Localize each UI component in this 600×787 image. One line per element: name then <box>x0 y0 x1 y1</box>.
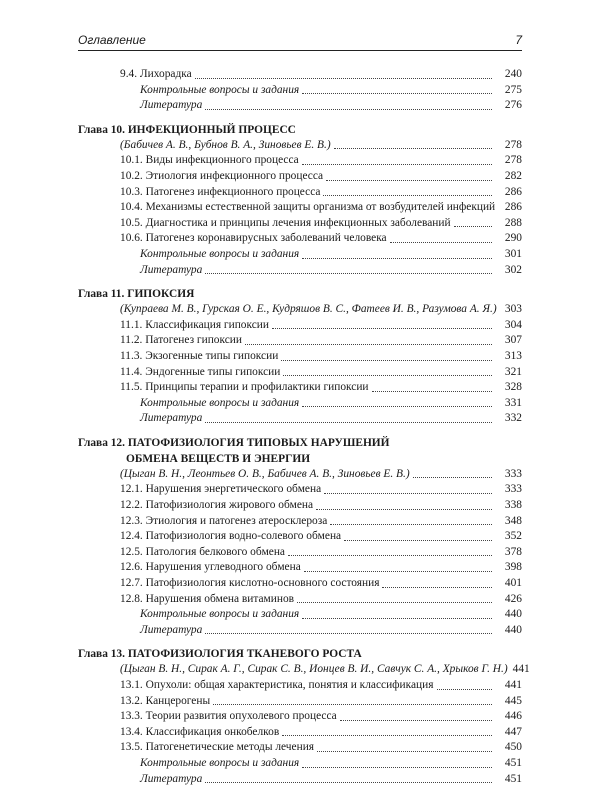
toc-entry <box>78 263 522 279</box>
toc-entry <box>78 467 522 483</box>
toc-entry-page: 398 <box>504 561 522 574</box>
toc-entry <box>78 772 522 787</box>
page-number: 7 <box>515 33 522 47</box>
toc-entry-page: 446 <box>504 710 522 723</box>
dot-leader <box>297 602 492 603</box>
toc-entry-page: 307 <box>504 334 522 347</box>
section-gap <box>78 114 522 122</box>
toc-entry-page: 278 <box>504 154 522 167</box>
chapter-title <box>78 451 522 467</box>
toc-entry-page: 313 <box>504 349 522 362</box>
toc-chapter <box>78 286 522 427</box>
toc-entry-label: 10.5. Диагностика и принципы лечения инфекционных заболеваний <box>120 216 451 229</box>
toc-entry <box>78 83 522 99</box>
table-of-contents <box>78 67 530 787</box>
toc-entry-label: 10.6. Патогенез коронавирусных заболеваний человека <box>120 232 387 245</box>
toc-entry-label: 9.4. Лихорадка <box>120 68 192 80</box>
toc-entry <box>78 200 522 216</box>
toc-entry-label: 13.2. Канцерогены <box>120 694 211 707</box>
toc-entry-label: 10.4. Механизмы естественной защиты организма от возбудителей инфекций <box>120 201 496 214</box>
toc-entry-label: 12.7. Патофизиология кислотно-основного состояния <box>120 577 380 590</box>
toc-entry-page: 276 <box>504 99 522 112</box>
toc-entry-page: 451 <box>504 756 522 769</box>
dot-leader <box>437 689 493 690</box>
toc-entry-label: (Цыган В. Н., Леонтьев О. В., Бабичев А. В., Зиновьев Е. В.) <box>120 467 410 480</box>
dot-leader <box>454 226 492 227</box>
toc-entry-label: 11.3. Экзогенные типы гипоксии <box>120 349 279 362</box>
chapter-title <box>78 435 522 451</box>
toc-entry <box>78 247 522 263</box>
toc-entry-page: 275 <box>504 83 522 96</box>
dot-leader <box>288 555 492 556</box>
toc-entry-page: 441 <box>512 663 530 676</box>
toc-entry-label: 12.5. Патология белкового обмена <box>120 545 285 558</box>
toc-entry-page: 447 <box>504 725 522 738</box>
toc-entry-label: 13.1. Опухоли: общая характеристика, понятия и классификация <box>120 679 434 691</box>
toc-entry-label: 11.4. Эндогенные типы гипоксии <box>120 365 281 378</box>
toc-chapter <box>78 67 522 114</box>
dot-leader <box>205 422 492 423</box>
toc-entry-label: 13.3. Теории развития опухолевого процесса <box>120 710 337 723</box>
toc-entry-page: 282 <box>504 169 522 182</box>
toc-entry-label: 11.1. Классификация гипоксии <box>120 318 269 331</box>
toc-entry <box>78 623 522 639</box>
toc-entry-label: 10.3. Патогенез инфекционного процесса <box>120 185 321 198</box>
dot-leader <box>317 751 492 752</box>
dot-leader <box>324 493 492 494</box>
toc-entry-label: 12.4. Патофизиология водно-солевого обмена <box>120 530 342 543</box>
dot-leader <box>302 618 492 619</box>
dot-leader <box>205 633 492 634</box>
toc-entry <box>78 185 522 201</box>
chapter-title-text: Глава 10. ИНФЕКЦИОННЫЙ ПРОЦЕСС <box>78 123 296 136</box>
toc-entry-label: 10.2. Этиология инфекционного процесса <box>120 169 324 182</box>
toc-entry-label: 12.8. Нарушения обмена витаминов <box>120 592 295 605</box>
toc-entry <box>78 592 522 608</box>
toc-entry-page: 445 <box>504 694 522 707</box>
section-gap <box>78 427 522 435</box>
chapter-title-text: ОБМЕНА ВЕЩЕСТВ И ЭНЕРГИИ <box>126 452 311 465</box>
toc-entry-page: 352 <box>504 530 522 543</box>
toc-entry <box>78 709 522 725</box>
toc-entry-label: 11.2. Патогенез гипоксии <box>120 334 242 347</box>
toc-entry-label: Литература <box>140 772 203 785</box>
toc-entry <box>78 662 530 678</box>
toc-entry <box>78 411 522 427</box>
toc-entry <box>78 365 522 381</box>
toc-entry <box>78 333 522 349</box>
toc-entry-page: 301 <box>504 247 522 260</box>
dot-leader <box>272 328 492 329</box>
toc-entry-page: 440 <box>504 623 522 636</box>
toc-entry-page: 290 <box>504 232 522 245</box>
chapter-title-text: Глава 11. ГИПОКСИЯ <box>78 288 195 301</box>
dot-leader <box>334 148 492 149</box>
dot-leader <box>302 258 492 259</box>
toc-entry <box>78 380 522 396</box>
toc-entry-page: 441 <box>504 679 522 691</box>
toc-entry-label: Контрольные вопросы и задания <box>140 608 300 621</box>
toc-entry-page: 321 <box>504 365 522 378</box>
chapter-title <box>78 646 522 662</box>
toc-entry <box>78 678 522 694</box>
toc-entry-label: (Бабичев А. В., Бубнов В. А., Зиновьев Е. В.) <box>120 138 331 151</box>
running-header-title: Оглавление <box>78 33 146 47</box>
toc-entry <box>78 529 522 545</box>
toc-entry-page: 338 <box>504 499 522 512</box>
toc-entry <box>78 740 522 756</box>
toc-entry <box>78 318 522 334</box>
toc-entry-page: 286 <box>504 201 522 214</box>
toc-entry-label: (Купраева М. В., Гурская О. Е., Кудряшов В. С., Фатеев И. В., Разумова А. Я.) <box>120 303 497 316</box>
toc-entry-page: 426 <box>504 592 522 605</box>
dot-leader <box>205 109 492 110</box>
toc-entry-page: 401 <box>504 577 522 590</box>
toc-entry-page: 302 <box>504 263 522 276</box>
dot-leader <box>302 93 492 94</box>
dot-leader <box>344 540 492 541</box>
dot-leader <box>330 524 492 525</box>
dot-leader <box>302 406 492 407</box>
toc-entry-page: 348 <box>504 514 522 527</box>
dot-leader <box>413 477 492 478</box>
dot-leader <box>281 360 492 361</box>
dot-leader <box>390 242 492 243</box>
toc-entry <box>78 302 522 318</box>
toc-entry-label: 11.5. Принципы терапии и профилактики гипоксии <box>120 381 369 394</box>
dot-leader <box>282 735 492 736</box>
toc-entry-label: (Цыган В. Н., Сирак А. Г., Сирак С. В., Ионцев В. И., Савчук С. А., Хрыков Г. Н.) <box>120 663 508 676</box>
toc-entry <box>78 607 522 623</box>
dot-leader <box>302 767 492 768</box>
toc-entry-page: 240 <box>504 68 522 80</box>
toc-chapter <box>78 122 522 278</box>
toc-entry-page: 440 <box>504 608 522 621</box>
toc-entry-page: 328 <box>504 381 522 394</box>
toc-entry-label: 12.1. Нарушения энергетического обмена <box>120 483 322 496</box>
chapter-title-text: Глава 13. ПАТОФИЗИОЛОГИЯ ТКАНЕВОГО РОСТА <box>78 648 362 661</box>
chapter-title-text: Глава 12. ПАТОФИЗИОЛОГИЯ ТИПОВЫХ НАРУШЕНИЙ <box>78 436 390 449</box>
toc-entry <box>78 349 522 365</box>
toc-entry <box>78 216 522 232</box>
dot-leader <box>326 180 492 181</box>
toc-entry <box>78 169 522 185</box>
toc-entry-page: 332 <box>504 412 522 425</box>
dot-leader <box>283 375 492 376</box>
toc-entry-label: 12.2. Патофизиология жирового обмена <box>120 499 314 512</box>
toc-entry <box>78 498 522 514</box>
toc-entry-label: Литература <box>140 623 203 636</box>
toc-entry <box>78 694 522 710</box>
toc-chapter <box>78 435 522 639</box>
toc-entry-page: 286 <box>504 185 522 198</box>
toc-entry-page: 331 <box>504 396 522 409</box>
dot-leader <box>382 587 492 588</box>
toc-entry <box>78 231 522 247</box>
toc-entry-label: Контрольные вопросы и задания <box>140 756 300 769</box>
toc-entry-label: Контрольные вопросы и задания <box>140 83 300 96</box>
toc-entry <box>78 756 522 772</box>
toc-entry-label: 13.5. Патогенетические методы лечения <box>120 741 315 754</box>
toc-entry <box>78 560 522 576</box>
toc-entry <box>78 153 522 169</box>
toc-entry-label: Литература <box>140 263 203 276</box>
section-gap <box>78 638 522 646</box>
dot-leader <box>323 195 492 196</box>
toc-entry-label: 12.3. Этиология и патогенез атеросклероза <box>120 514 328 527</box>
toc-entry <box>78 482 522 498</box>
toc-entry-page: 304 <box>504 318 522 331</box>
toc-entry-page: 333 <box>504 467 522 480</box>
toc-entry-page: 378 <box>504 545 522 558</box>
dot-leader <box>302 164 492 165</box>
dot-leader <box>304 571 492 572</box>
dot-leader <box>316 509 492 510</box>
toc-entry <box>78 396 522 412</box>
dot-leader <box>205 273 492 274</box>
dot-leader <box>372 391 492 392</box>
toc-entry-label: Литература <box>140 99 203 112</box>
toc-entry-label: Литература <box>140 412 203 425</box>
toc-entry-label: 10.1. Виды инфекционного процесса <box>120 154 299 167</box>
dot-leader <box>340 720 492 721</box>
toc-entry <box>78 576 522 592</box>
toc-entry-page: 278 <box>504 138 522 151</box>
chapter-title <box>78 122 522 138</box>
toc-entry-label: 12.6. Нарушения углеводного обмена <box>120 561 301 574</box>
dot-leader <box>245 344 492 345</box>
dot-leader <box>195 78 492 79</box>
toc-entry-label: Контрольные вопросы и задания <box>140 247 300 260</box>
dot-leader <box>213 704 492 705</box>
toc-entry <box>78 98 522 114</box>
toc-chapter <box>78 646 530 787</box>
dot-leader <box>205 782 492 783</box>
toc-entry <box>78 514 522 530</box>
toc-entry-page: 450 <box>504 741 522 754</box>
running-header <box>78 32 522 51</box>
toc-entry <box>78 67 522 83</box>
chapter-title <box>78 286 522 302</box>
toc-entry <box>78 545 522 561</box>
section-gap <box>78 278 522 286</box>
toc-entry <box>78 725 522 741</box>
toc-entry-page: 303 <box>504 303 522 316</box>
toc-entry-page: 333 <box>504 483 522 496</box>
toc-entry-page: 288 <box>504 216 522 229</box>
toc-entry-label: 13.4. Классификация онкобелков <box>120 725 280 738</box>
toc-entry <box>78 138 522 154</box>
toc-entry-page: 451 <box>504 772 522 785</box>
toc-entry-label: Контрольные вопросы и задания <box>140 396 300 409</box>
